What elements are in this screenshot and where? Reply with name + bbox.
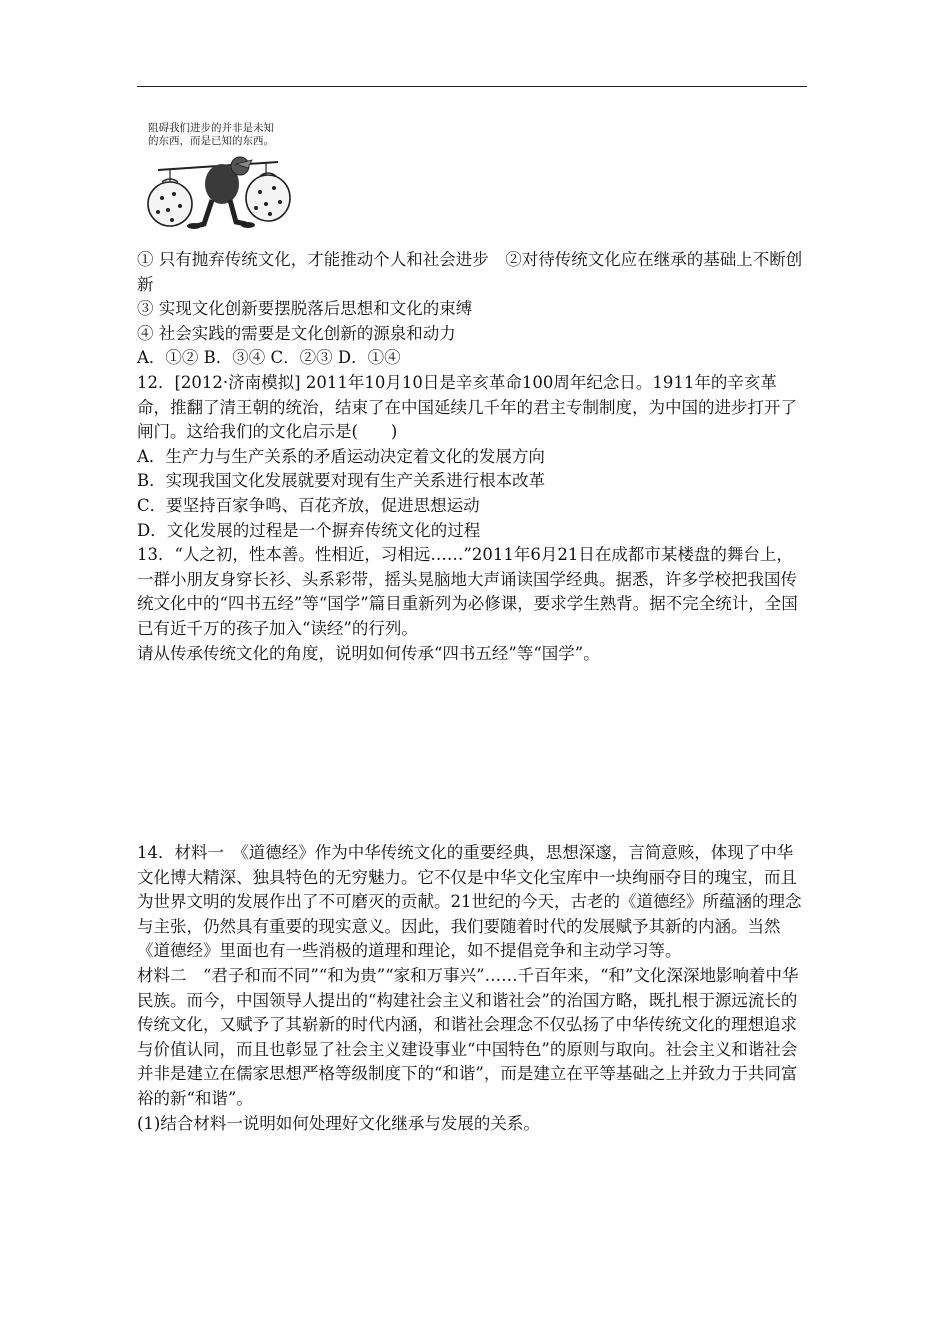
q14-subquestion-1: (1)结合材料一说明如何处理好文化继承与发展的关系。 [137,1113,540,1133]
q11-option-4: ④ 社会实践的需要是文化创新的源泉和动力 [137,323,456,343]
answer-space [137,666,809,841]
q12-choice-b: B．实现我国文化发展就要对现有生产关系进行根本改革 [137,471,546,491]
q11-option-1-2: ① 只有抛弃传统文化，才能推动个人和社会进步 ②对待传统文化应在继承的基础上不断创新 [137,250,803,294]
cartoon-caption [148,122,298,148]
q13-question: 请从传承传统文化的角度，说明如何传承“四书五经”等“国学”。 [137,643,600,663]
q13-stem: 13．“人之初，性本善。性相近，习相远……”2011年6月21日在成都市某楼盘的舞台上，一群小朋友身穿长衫、头系彩带，摇头晃脑地大声诵读国学经典。据悉，许多学校把我国传统文化中的“四书五经”等“国学”篇目重新列为必修课，要求学生熟背。据不完全统计，全国已有近千万的孩子加入“读经”的行列。 [137,545,798,638]
q11-option-3: ③ 实现文化创新要摆脱落后思想和文化的束缚 [137,299,473,319]
q11-choices: A．①② B．③④ C．②③ D．①④ [137,348,401,368]
cartoon-figure [140,122,300,232]
q14-material-1: 14．材料一 《道德经》作为中华传统文化的重要经典，思想深邃，言简意赅，体现了中华文化博大精深、独具特色的无穷魅力。它不仅是中华文化宝库中一块绚丽夺目的瑰宝，而且为世界文明的发展作出了不可磨灭的贡献。21世纪的今天，古老的《道德经》所蕴涵的理念与主张，仍然具有重要的现实意义。因此，我们要随着时代的发展赋予其新的内涵。当然《道德经》里面也有一些消极的道理和理论，如不提倡竞争和主动学习等。 [137,843,802,961]
q12-choice-c: C．要坚持百家争鸣、百花齐放，促进思想运动 [137,495,480,515]
cartoon-caption-line-2: 的东西，而是已知的东西。 [148,135,274,147]
document-body [137,248,809,1136]
cartoon-caption-line-1: 阻碍我们进步的并非是未知 [148,122,274,134]
q12-stem: 12．[2012·济南模拟] 2011年10月10日是辛亥革命100周年纪念日。1911年的辛亥革命，推翻了清王朝的统治，结束了在中国延续几千年的君主专制制度，为中国的进步打开了闸门。这给我们的文化启示是( ) [137,372,797,442]
q14-material-2: 材料二 “君子和而不同”“和为贵”“家和万事兴”……千百年来，“和”文化深深地影响着中华民族。而今，中国领导人提出的“构建社会主义和谐社会”的治国方略，既扎根于源远流长的传统文化，又赋予了其崭新的时代内涵，和谐社会理念不仅弘扬了中华传统文化的理想追求与价值认同，而且也彰显了社会主义建设事业“中国特色”的原则与取向。社会主义和谐社会并非是建立在儒家思想严格等级制度下的“和谐”，而是建立在平等基础之上并致力于共同富裕的新“和谐”。 [137,966,799,1109]
q12-choice-a: A．生产力与生产关系的矛盾运动决定着文化的发展方向 [137,446,545,466]
man-carrying-bundles-illustration [140,148,300,230]
header-rule [137,86,807,87]
q12-choice-d: D．文化发展的过程是一个摒弃传统文化的过程 [137,520,481,540]
